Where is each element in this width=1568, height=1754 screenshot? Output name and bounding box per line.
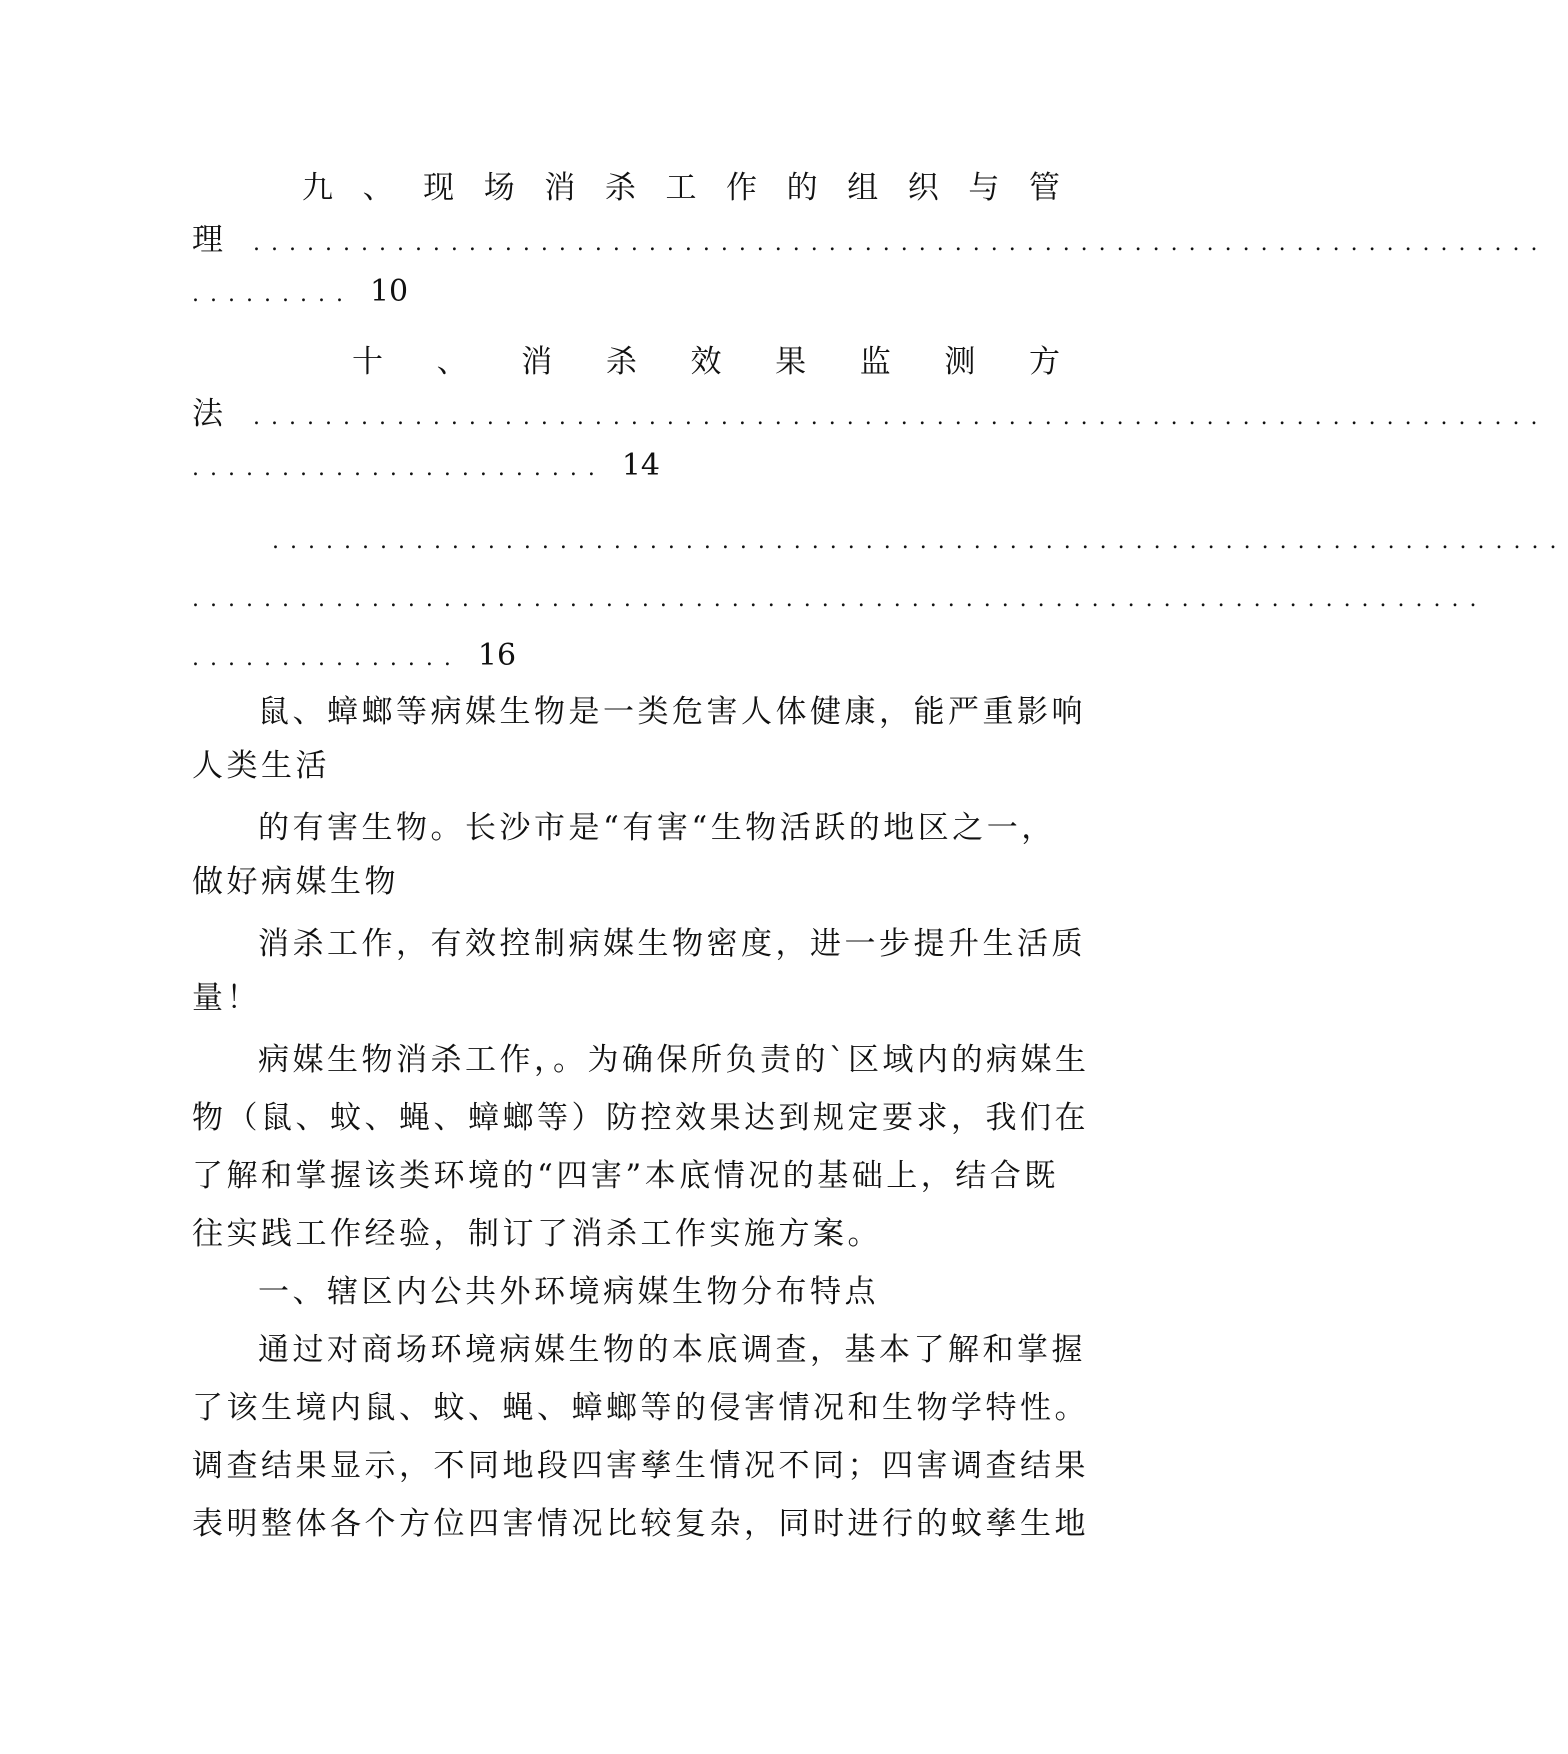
toc-item-9-char: 、 — [362, 170, 394, 206]
toc-item-9-title — [302, 168, 1060, 208]
toc-item-9-page-number: 10 — [369, 274, 409, 309]
dot-leader: ........................................................................ — [253, 405, 1549, 430]
toc-item-9-char: 与 — [968, 170, 1000, 206]
toc-item-10-char: 、 — [436, 344, 468, 380]
paragraph-line: 消杀工作，有效控制病媒生物密度，进一步提升生活质 — [258, 926, 1086, 962]
paragraph-line: 量！ — [192, 980, 261, 1016]
toc-item-9-page-row — [192, 272, 1060, 315]
paragraph-line: 做好病媒生物 — [192, 864, 399, 900]
toc-item-9-char: 织 — [907, 170, 939, 206]
toc-blank-leader-2 — [192, 580, 1488, 620]
dot-leader: ........................................................................ — [253, 231, 1549, 256]
toc-item-10-page-number: 14 — [621, 448, 661, 483]
paragraph-line: 通过对商场环境病媒生物的本底调查，基本了解和掌握 — [258, 1332, 1086, 1368]
dot-leader: ....................... — [192, 456, 606, 481]
paragraph-line: 了该生境内鼠、蚊、蝇、蟑螂等的侵害情况和生物学特性。 — [192, 1390, 1089, 1426]
toc-item-9-char: 的 — [786, 170, 818, 206]
paragraph-line: 往实践工作经验，制订了消杀工作实施方案。 — [192, 1216, 882, 1252]
toc-blank-leader-1 — [272, 522, 1568, 562]
toc-item-10-char: 十 — [352, 344, 383, 380]
toc-item-9-char: 消 — [544, 170, 576, 206]
toc-item-9-char: 现 — [423, 170, 455, 206]
toc-blank-page-number: 16 — [477, 638, 517, 673]
toc-item-10-title — [352, 342, 1060, 382]
toc-item-10-char: 消 — [521, 344, 553, 380]
toc-blank-page-row — [192, 636, 1060, 679]
toc-item-10-char: 测 — [944, 344, 976, 380]
toc-item-9-char: 作 — [726, 170, 758, 206]
toc-item-9-char: 管 — [1028, 170, 1060, 206]
toc-item-10-char: 监 — [859, 344, 891, 380]
toc-item-10-char: 方 — [1029, 344, 1060, 380]
toc-item-9-char: 场 — [483, 170, 515, 206]
dot-leader: ............... — [192, 646, 462, 671]
toc-item-9-char: 杀 — [604, 170, 636, 206]
toc-item-10-char: 杀 — [605, 344, 637, 380]
toc-item-9-char: 九 — [302, 170, 333, 206]
toc-item-9-wrap — [192, 220, 1549, 264]
dot-leader: ......... — [192, 282, 354, 307]
toc-item-10-page-row — [192, 446, 1060, 489]
toc-item-10-wrap — [192, 394, 1549, 438]
toc-item-9-wrap-char: 理 — [192, 222, 223, 258]
toc-item-10-char: 效 — [690, 344, 722, 380]
toc-item-10-wrap-char: 法 — [192, 396, 223, 432]
paragraph-line: 人类生活 — [192, 748, 330, 784]
paragraph-line: 鼠、蟑螂等病媒生物是一类危害人体健康，能严重影响 — [258, 694, 1086, 730]
dot-leader: ........................................................................ — [192, 587, 1488, 612]
paragraph-line: 物（鼠、蚊、蝇、蟑螂等）防控效果达到规定要求，我们在 — [192, 1100, 1089, 1136]
paragraph-line: 了解和掌握该类环境的“四害”本底情况的基础上，结合既 — [192, 1158, 1059, 1194]
paragraph-line: 的有害生物。长沙市是“有害“生物活跃的地区之一， — [258, 810, 1056, 846]
paragraph-line: 调查结果显示，不同地段四害孳生情况不同；四害调查结果 — [192, 1448, 1089, 1484]
toc-item-9-char: 工 — [665, 170, 697, 206]
section-heading: 一、辖区内公共外环境病媒生物分布特点 — [258, 1274, 879, 1310]
toc-item-9-char: 组 — [847, 170, 879, 206]
paragraph-line: 表明整体各个方位四害情况比较复杂，同时进行的蚊孳生地 — [192, 1506, 1089, 1542]
paragraph-line: 病媒生物消杀工作，。为确保所负责的`区域内的病媒生 — [258, 1042, 1090, 1078]
dot-leader: ........................................................................ — [272, 529, 1568, 554]
toc-item-10-char: 果 — [775, 344, 807, 380]
